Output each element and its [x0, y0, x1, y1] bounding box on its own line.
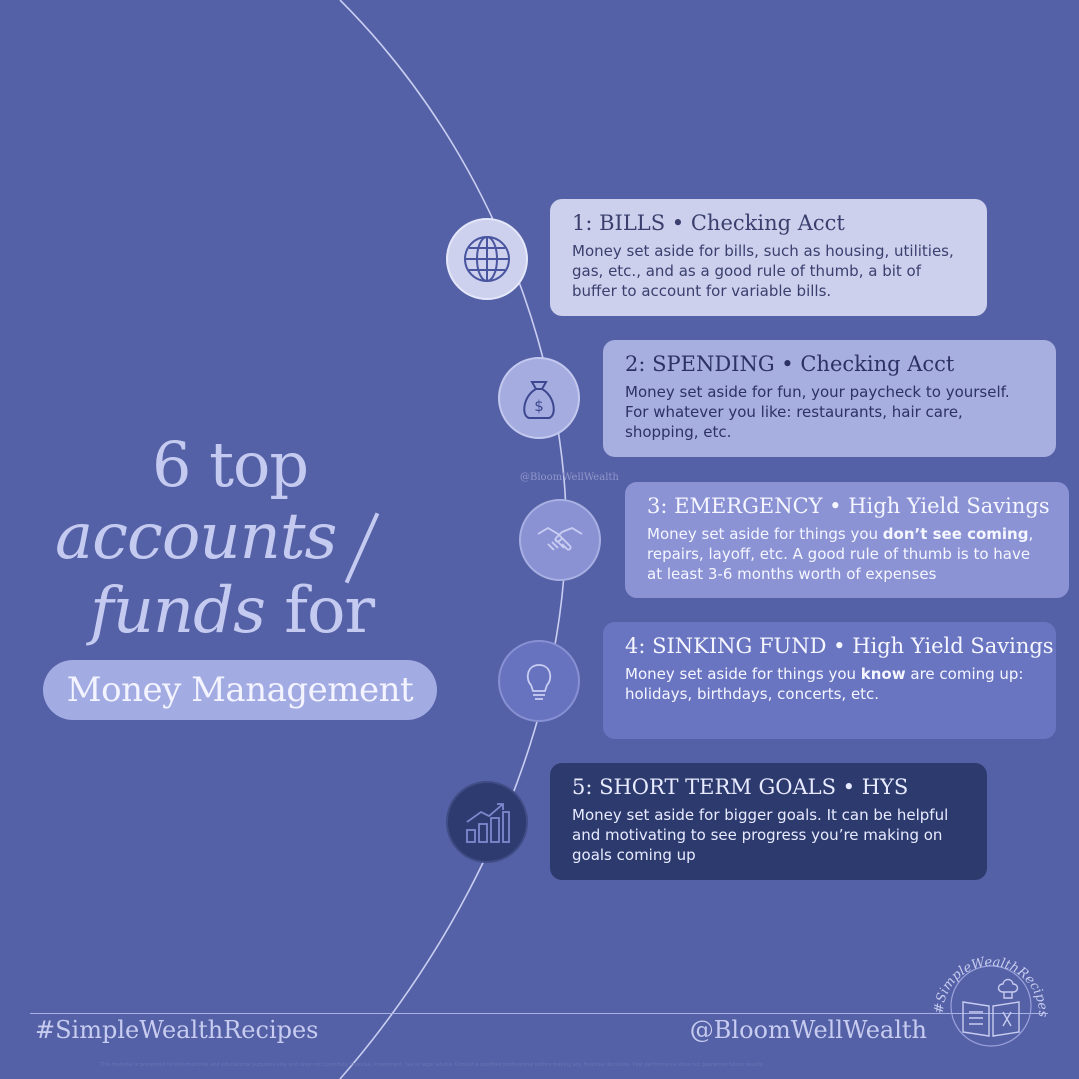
- growth-chart-icon: [461, 796, 513, 848]
- money-bag-icon: [513, 372, 565, 424]
- title-line-1: 6 top: [151, 428, 309, 501]
- globe-icon: [461, 233, 513, 285]
- svg-text:#SimpleWealthRecipes: [932, 955, 1050, 1018]
- account-card-emergency: [625, 482, 1069, 598]
- money-bag-icon-circle: [498, 357, 580, 439]
- card-body-post: are coming up: holidays, birthdays, concerts, etc.: [625, 665, 1024, 703]
- card-body-pre: Money set aside for things you: [625, 665, 861, 683]
- lightbulb-icon-circle: [498, 640, 580, 722]
- card-body-pre: Money set aside for things you: [647, 525, 883, 543]
- account-card-spending: [603, 340, 1056, 457]
- card-body: Money set aside for bills, such as housing, utilities, gas, etc., and as a good rule of thumb, a bit of buffer to account for variable bills.: [572, 242, 954, 300]
- card-heading: 5: SHORT TERM GOALS • HYS: [572, 775, 909, 799]
- lightbulb-icon: [513, 655, 565, 707]
- card-body: [647, 524, 1047, 584]
- growth-chart-icon-circle: [446, 781, 528, 863]
- recipe-book-icon: [963, 980, 1019, 1037]
- card-body-post: , repairs, layoff, etc. A good rule of thumb is to have at least 3-6 months worth of expenses: [647, 525, 1034, 583]
- card-heading: 1: BILLS • Checking Acct: [572, 211, 845, 235]
- footer-handle: @BloomWellWealth: [689, 1016, 927, 1044]
- card-body-bold: don’t see coming: [882, 525, 1029, 543]
- svg-text:$: $: [534, 397, 544, 415]
- recipe-book-logo-badge: [929, 940, 1053, 1064]
- handshake-icon-circle: [519, 499, 601, 581]
- footer-hashtag: #SimpleWealthRecipes: [35, 1016, 319, 1044]
- globe-icon-circle: [446, 218, 528, 300]
- watermark-text: @BloomWellWealth: [520, 472, 619, 483]
- card-heading: 2: SPENDING • Checking Acct: [625, 352, 955, 376]
- card-body-bold: know: [860, 665, 906, 683]
- card-body: Money set aside for bigger goals. It can be helpful and motivating to see progress you’re making on goals coming up: [572, 806, 949, 864]
- card-heading: 4: SINKING FUND • High Yield Savings: [625, 634, 1054, 658]
- money-management-pill: Money Management: [43, 660, 437, 720]
- handshake-icon: [534, 514, 586, 566]
- card-heading: 3: EMERGENCY • High Yield Savings: [647, 494, 1050, 518]
- account-card-sinking-fund: [603, 622, 1056, 739]
- card-body: [625, 664, 1034, 704]
- footer-divider: [30, 1013, 1048, 1014]
- title-line-3: [90, 574, 374, 648]
- title-line-2: accounts: [55, 500, 337, 574]
- account-card-bills: [550, 199, 987, 316]
- footer-disclaimer: This material is presented for informational and educational purposes only and does not constitute financial, investment, tax or legal advice. Consult a qualified professional before making any financial decisions. Past performance does not guarantee future results.: [100, 1062, 765, 1068]
- title-funds: funds: [90, 574, 265, 648]
- card-body: Money set aside for fun, your paycheck to yourself. For whatever you like: restaurants, hair care, shopping, etc.: [625, 383, 1010, 441]
- title-for: for: [264, 574, 375, 648]
- account-card-short-term-goals: [550, 763, 987, 880]
- badge-text: #SimpleWealthRecipes: [931, 954, 1051, 1018]
